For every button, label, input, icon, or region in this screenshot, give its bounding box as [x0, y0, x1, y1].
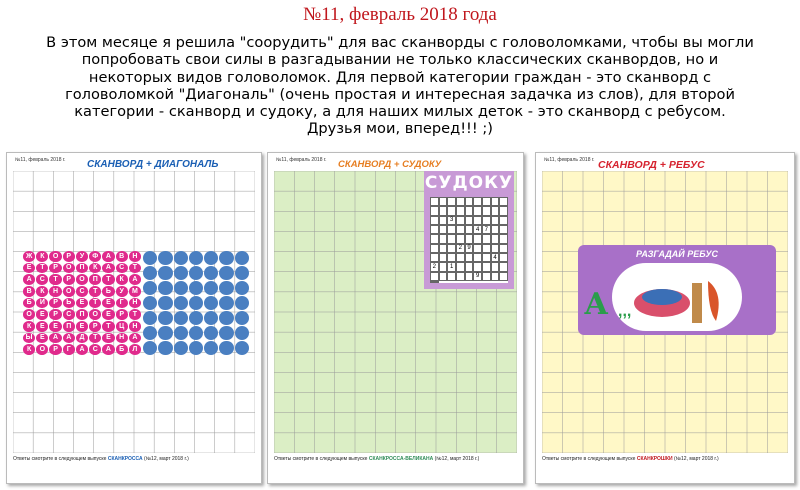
diagonal-letter: К [36, 251, 48, 262]
sudoku-cell[interactable] [465, 216, 474, 225]
footer-issue: (№12, март 2018 г.) [144, 456, 189, 462]
diagonal-letter: Н [129, 298, 141, 309]
sudoku-cell[interactable] [491, 206, 500, 215]
answer-circle[interactable] [235, 311, 249, 325]
intro-line: некоторых видов головоломок. Для первой категории граждан - это сканворд с [88, 68, 712, 86]
answer-circle[interactable] [174, 341, 188, 355]
sudoku-cell[interactable] [447, 253, 456, 262]
diagonal-letter: П [76, 309, 88, 320]
answer-circle[interactable] [189, 251, 203, 265]
sudoku-cell[interactable]: 4 [473, 225, 482, 234]
diagonal-letter: О [23, 309, 35, 320]
sudoku-cell[interactable] [465, 234, 474, 243]
sudoku-cell[interactable] [456, 225, 465, 234]
diagonal-letter: Т [89, 298, 101, 309]
diagonal-letter: О [76, 274, 88, 285]
sudoku-cell[interactable] [473, 197, 482, 206]
sudoku-cell[interactable] [482, 197, 491, 206]
sudoku-cell[interactable] [499, 234, 508, 243]
sudoku-cell[interactable] [439, 206, 448, 215]
sudoku-cell[interactable] [439, 244, 448, 253]
issue-number: №11, февраль 2018 г. [15, 157, 66, 163]
diagonal-letter: А [129, 333, 141, 344]
diagonal-letter: Ц [116, 321, 128, 332]
diagonal-letter: Б [116, 344, 128, 355]
sudoku-cell[interactable] [491, 262, 500, 271]
rebus-illustration-icon [612, 263, 742, 331]
scanword-diagonal-page[interactable] [6, 152, 262, 484]
sudoku-block [424, 171, 514, 289]
answer-circle[interactable] [143, 326, 157, 340]
sudoku-cell[interactable] [456, 272, 465, 281]
sudoku-cell[interactable] [473, 216, 482, 225]
sudoku-cell[interactable] [447, 244, 456, 253]
diagonal-letter: Р [49, 309, 61, 320]
diagonal-letter: В [23, 286, 35, 297]
diagonal-letter: Е [76, 321, 88, 332]
rebus-label: РАЗГАДАЙ РЕБУС [636, 249, 718, 259]
sudoku-cell[interactable] [430, 281, 439, 283]
answer-circle[interactable] [219, 326, 233, 340]
diagonal-letter: Т [36, 263, 48, 274]
diagonal-letter: Е [76, 298, 88, 309]
scanword-title: СКАНВОРД + ДИАГОНАЛЬ [87, 159, 219, 170]
sudoku-cell[interactable] [430, 272, 439, 281]
diagonal-letter: А [129, 274, 141, 285]
answers-footer [13, 456, 255, 480]
sudoku-label: СУДОКУ [424, 173, 514, 193]
diagonal-letter: О [63, 263, 75, 274]
sudoku-cell[interactable] [465, 206, 474, 215]
diagonal-letter: Д [76, 333, 88, 344]
diagonal-letter: Н [49, 286, 61, 297]
sudoku-cell[interactable] [482, 206, 491, 215]
answer-circle[interactable] [204, 311, 218, 325]
diagonal-letter: Т [129, 263, 141, 274]
answer-circle[interactable] [158, 311, 172, 325]
answer-circle[interactable] [204, 281, 218, 295]
scanword-title: СКАНВОРД + РЕБУС [598, 159, 705, 171]
diagonal-letter: О [89, 309, 101, 320]
sudoku-cell[interactable] [482, 216, 491, 225]
sudoku-cell[interactable] [491, 244, 500, 253]
diagonal-letter: Т [102, 274, 114, 285]
diagonal-letter: Т [49, 274, 61, 285]
answer-circle[interactable] [189, 266, 203, 280]
answer-circle[interactable] [204, 326, 218, 340]
sudoku-cell[interactable] [439, 272, 448, 281]
diagonal-letter: Е [36, 333, 48, 344]
diagonal-letter: П [76, 263, 88, 274]
sudoku-cell[interactable] [499, 253, 508, 262]
answer-circle[interactable] [174, 326, 188, 340]
sudoku-cell[interactable] [499, 197, 508, 206]
answer-circle[interactable] [174, 311, 188, 325]
answer-circle[interactable] [235, 266, 249, 280]
diagonal-letter: П [63, 321, 75, 332]
answer-circle[interactable] [158, 341, 172, 355]
diagonal-letter: А [102, 344, 114, 355]
diagonal-letter: Т [129, 309, 141, 320]
sudoku-cell[interactable]: 3 [447, 216, 456, 225]
answer-circle[interactable] [158, 296, 172, 310]
answer-circle[interactable] [235, 281, 249, 295]
answer-circle[interactable] [235, 251, 249, 265]
answers-footer [542, 456, 788, 480]
answer-circle[interactable] [158, 326, 172, 340]
footer-text: Ответы смотрите в следующем выпуске [13, 456, 107, 462]
answer-circle[interactable] [219, 281, 233, 295]
answer-circle[interactable] [219, 341, 233, 355]
sudoku-cell[interactable] [491, 197, 500, 206]
answer-circle[interactable] [189, 326, 203, 340]
scanword-title: СКАНВОРД + СУДОКУ [338, 159, 442, 170]
sudoku-cell[interactable]: 2 [456, 244, 465, 253]
sudoku-cell[interactable] [473, 206, 482, 215]
answer-circle[interactable] [143, 341, 157, 355]
diagonal-letter: Е [49, 321, 61, 332]
diagonal-letter: Р [49, 344, 61, 355]
answer-circle[interactable] [189, 311, 203, 325]
diagonal-letter: Т [102, 321, 114, 332]
answer-circle[interactable] [219, 266, 233, 280]
diagonal-letter: И [36, 298, 48, 309]
diagonal-letter: Р [49, 298, 61, 309]
intro-line: головоломкой "Диагональ" (очень простая и интересная задачка из слов), для второй [65, 85, 735, 103]
diagonal-letter: М [129, 286, 141, 297]
rebus-letter: А [584, 287, 609, 322]
sudoku-cell[interactable]: 2 [430, 262, 439, 271]
answer-circle[interactable] [219, 296, 233, 310]
diagonal-letter: Ь [63, 298, 75, 309]
diagonal-letter: К [23, 321, 35, 332]
answer-circle[interactable] [189, 341, 203, 355]
sudoku-cell[interactable] [456, 197, 465, 206]
diagonal-letter: Б [23, 298, 35, 309]
sudoku-cell[interactable] [439, 216, 448, 225]
scanword-sudoku-page[interactable] [267, 152, 524, 484]
diagonal-letter: Е [102, 333, 114, 344]
diagonal-letter: Н [116, 333, 128, 344]
sudoku-cell[interactable] [473, 234, 482, 243]
sudoku-cell[interactable] [447, 272, 456, 281]
sudoku-cell[interactable] [447, 234, 456, 243]
answer-circle[interactable] [174, 296, 188, 310]
diagonal-letter: С [76, 286, 88, 297]
sudoku-cell[interactable] [430, 244, 439, 253]
rebus-block [578, 245, 776, 335]
diagonal-letter: С [116, 263, 128, 274]
diagonal-puzzle [23, 251, 141, 355]
footer-text: Ответы смотрите в следующем выпуске [542, 456, 636, 462]
issue-number: №11, февраль 2018 г. [276, 157, 327, 163]
sudoku-cell[interactable] [465, 262, 474, 271]
footer-brand: СКАНКРОШКИ [636, 456, 673, 462]
sudoku-cell[interactable] [430, 206, 439, 215]
sudoku-cell[interactable] [447, 225, 456, 234]
intro-line: В этом месяце я решила "соорудить" для вас сканворды с головоломками, чтобы вы могли [46, 34, 754, 51]
diagonal-letter: П [89, 274, 101, 285]
diagonal-letter: Р [63, 251, 75, 262]
sudoku-cell[interactable]: 1 [447, 262, 456, 271]
answer-circle[interactable] [143, 281, 157, 295]
issue-number: №11, февраль 2018 г. [544, 157, 595, 163]
diagonal-letter: Р [63, 274, 75, 285]
sudoku-cell[interactable] [499, 244, 508, 253]
diagonal-letter: Н [129, 321, 141, 332]
sudoku-cell[interactable] [439, 253, 448, 262]
answer-circle[interactable] [143, 266, 157, 280]
sudoku-cell[interactable] [465, 225, 474, 234]
diagonal-letter: О [63, 286, 75, 297]
diagonal-letter: А [102, 251, 114, 262]
sudoku-cell[interactable] [482, 244, 491, 253]
scanword-rebus-page[interactable] [535, 152, 795, 484]
sudoku-cell[interactable]: 9 [465, 244, 474, 253]
sudoku-cell[interactable] [430, 197, 439, 206]
diagonal-letter: Т [89, 286, 101, 297]
diagonal-letter: А [102, 263, 114, 274]
sudoku-cell[interactable] [439, 262, 448, 271]
answer-circle[interactable] [204, 266, 218, 280]
sudoku-cell[interactable] [430, 225, 439, 234]
sudoku-cell[interactable] [430, 234, 439, 243]
sudoku-cell[interactable]: 4 [491, 253, 500, 262]
answer-circle[interactable] [158, 281, 172, 295]
diagonal-letter: О [49, 251, 61, 262]
diagonal-letter: Е [102, 309, 114, 320]
diagonal-letter: Р [49, 263, 61, 274]
diagonal-letter: К [89, 263, 101, 274]
answers-footer [274, 456, 517, 480]
sudoku-cell[interactable] [473, 244, 482, 253]
sudoku-cell[interactable] [430, 216, 439, 225]
diagonal-letter: К [36, 286, 48, 297]
answer-circle[interactable] [204, 251, 218, 265]
diagonal-letter: Л [129, 344, 141, 355]
sudoku-grid [430, 197, 508, 283]
sudoku-cell[interactable] [465, 272, 474, 281]
answer-circle[interactable] [235, 326, 249, 340]
sudoku-cell[interactable] [447, 206, 456, 215]
diagonal-answer-grid [143, 251, 249, 355]
rebus-commas: ,,, [618, 303, 632, 320]
intro-text [10, 34, 790, 138]
sudoku-cell[interactable] [465, 253, 474, 262]
diagonal-letter: А [23, 274, 35, 285]
answer-circle[interactable] [189, 281, 203, 295]
answer-circle[interactable] [174, 251, 188, 265]
sudoku-cell[interactable] [491, 225, 500, 234]
sudoku-cell[interactable]: 7 [482, 225, 491, 234]
diagonal-letter: А [49, 333, 61, 344]
sudoku-cell[interactable] [430, 253, 439, 262]
rebus-picture [612, 263, 742, 331]
diagonal-letter: Ф [89, 251, 101, 262]
sudoku-cell[interactable] [456, 262, 465, 271]
sudoku-cell[interactable] [439, 234, 448, 243]
sudoku-cell[interactable] [482, 272, 491, 281]
diagonal-letter: Н [129, 251, 141, 262]
diagonal-letter: Г [63, 344, 75, 355]
diagonal-letter: Е [102, 298, 114, 309]
intro-line: попробовать свои силы в разгадывании не только классических сканвордов, но и [81, 51, 719, 69]
sudoku-cell[interactable] [499, 206, 508, 215]
answer-circle[interactable] [189, 296, 203, 310]
diagonal-letter: Ь [102, 286, 114, 297]
sudoku-cell[interactable] [499, 272, 508, 281]
diagonal-letter: Е [23, 263, 35, 274]
sudoku-cell[interactable]: 9 [473, 272, 482, 281]
sudoku-cell[interactable] [465, 197, 474, 206]
sudoku-cell[interactable] [456, 234, 465, 243]
answer-circle[interactable] [235, 296, 249, 310]
answer-circle[interactable] [174, 266, 188, 280]
sudoku-cell[interactable] [482, 253, 491, 262]
page-title: №11, февраль 2018 года [303, 4, 497, 25]
sudoku-cell[interactable] [491, 234, 500, 243]
answer-circle[interactable] [143, 296, 157, 310]
footer-issue: (№12, март 2018 г.) [434, 456, 480, 462]
intro-line: категории - сканворд и судоку, а для наших милых деток - это сканворд с ребусом. [74, 103, 726, 121]
diagonal-letter: Т [89, 333, 101, 344]
sudoku-cell[interactable] [439, 225, 448, 234]
diagonal-letter: Е [36, 321, 48, 332]
sudoku-cell[interactable] [482, 262, 491, 271]
sudoku-cell[interactable] [499, 216, 508, 225]
answer-circle[interactable] [143, 311, 157, 325]
sudoku-cell[interactable] [456, 216, 465, 225]
answer-circle[interactable] [174, 281, 188, 295]
diagonal-letter: Ж [23, 251, 35, 262]
diagonal-letter: В [116, 251, 128, 262]
answer-circle[interactable] [158, 251, 172, 265]
sudoku-cell[interactable] [473, 262, 482, 271]
footer-text: Ответы смотрите в следующем выпуске [274, 456, 368, 462]
diagonal-letter: Е [36, 309, 48, 320]
sudoku-cell[interactable] [456, 253, 465, 262]
diagonal-letter: А [63, 333, 75, 344]
diagonal-letter: Г [116, 298, 128, 309]
sudoku-cell[interactable] [447, 197, 456, 206]
diagonal-letter: К [116, 274, 128, 285]
answer-circle[interactable] [204, 341, 218, 355]
diagonal-letter: О [36, 344, 48, 355]
answer-circle[interactable] [158, 266, 172, 280]
diagonal-letter: К [23, 344, 35, 355]
diagonal-letter: Р [116, 309, 128, 320]
footer-brand: СКАНКРОССА-ВЕЛИКАНА [368, 456, 434, 462]
sudoku-cell[interactable] [491, 272, 500, 281]
diagonal-letter: С [63, 309, 75, 320]
answer-circle[interactable] [235, 341, 249, 355]
sudoku-cell[interactable] [456, 206, 465, 215]
sudoku-cell[interactable] [491, 216, 500, 225]
answer-circle[interactable] [204, 296, 218, 310]
answer-circle[interactable] [219, 251, 233, 265]
sudoku-cell[interactable] [499, 225, 508, 234]
footer-issue: (№12, март 2018 г.) [673, 456, 719, 462]
diagonal-letter: У [116, 286, 128, 297]
diagonal-letter: А [76, 344, 88, 355]
intro-line: Друзья мои, вперед!!! ;) [306, 120, 494, 138]
sudoku-cell[interactable] [499, 262, 508, 271]
diagonal-letter: С [36, 274, 48, 285]
sudoku-cell[interactable] [473, 253, 482, 262]
diagonal-letter: Ы [23, 333, 35, 344]
answer-circle[interactable] [143, 251, 157, 265]
diagonal-letter: С [89, 344, 101, 355]
answer-circle[interactable] [219, 311, 233, 325]
footer-brand: СКАНКРОССА [107, 456, 143, 462]
diagonal-letter: Р [89, 321, 101, 332]
sudoku-cell[interactable] [439, 197, 448, 206]
sudoku-cell[interactable] [482, 234, 491, 243]
diagonal-letter: У [76, 251, 88, 262]
